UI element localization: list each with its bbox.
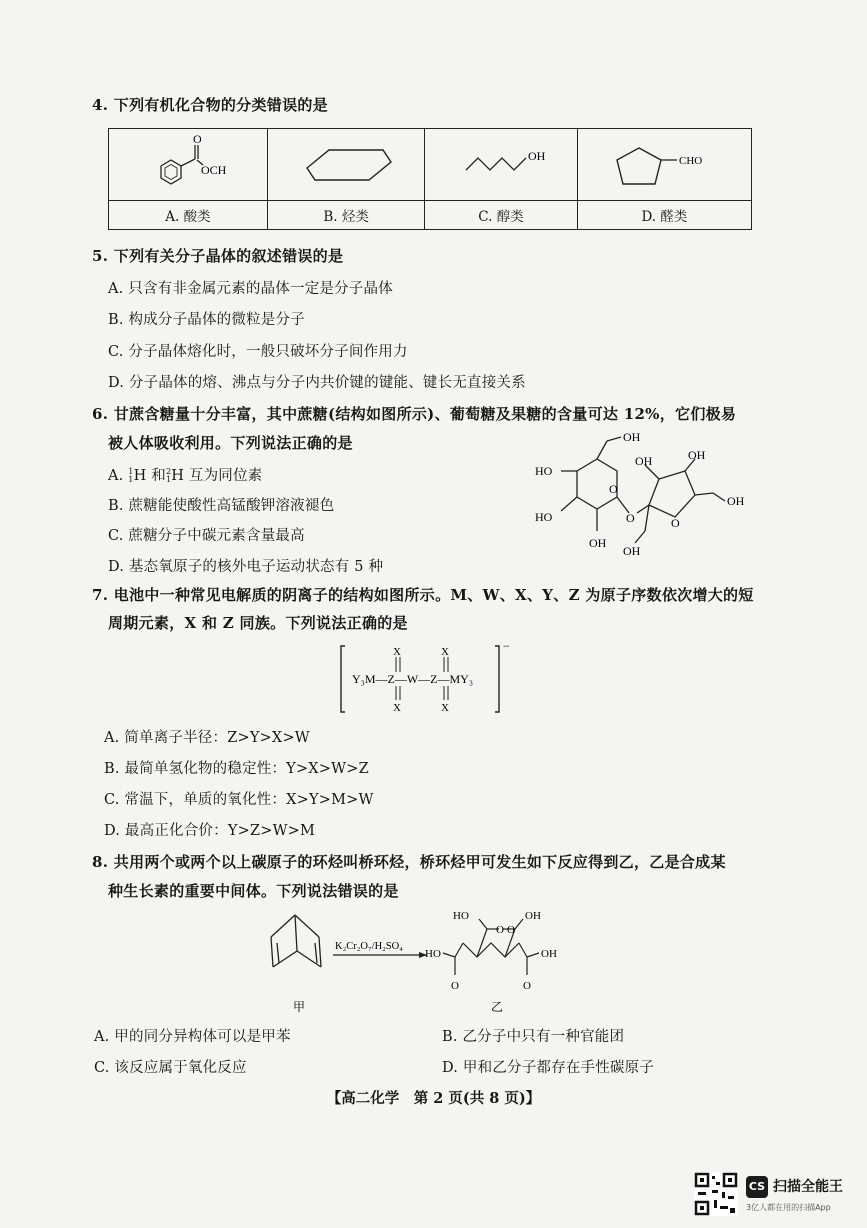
butanol-structure	[426, 130, 576, 196]
isotope-2-marker: 2 1	[165, 467, 172, 484]
struct-d-cell	[577, 129, 751, 201]
option-8c[interactable]: C. 该反应属于氧化反应	[94, 1060, 247, 1076]
struct-a-cell	[109, 129, 268, 201]
anion-x-top-1: X	[393, 646, 401, 658]
question-5-stem: 5. 下列有关分子晶体的叙述错误的是	[92, 247, 344, 265]
sucrose-label-8: OH	[623, 544, 641, 558]
scanner-watermark	[694, 1172, 866, 1228]
product-group-6: O	[507, 924, 515, 936]
cyclopentane-carbaldehyde-structure	[579, 130, 749, 196]
question-4-table	[108, 128, 752, 230]
option-8b[interactable]: B. 乙分子中只有一种官能团	[442, 1029, 625, 1045]
option-4c[interactable]: C. 醇类	[425, 201, 578, 230]
reaction-scheme	[255, 903, 585, 1023]
option-4a[interactable]: A. 酸类	[109, 201, 268, 230]
option-7c[interactable]: C. 常温下，单质的氧化性：X>Y>M>W	[104, 792, 374, 808]
anion-x-top-2: X	[441, 646, 449, 658]
option-8d[interactable]: D. 甲和乙分子都存在手性碳原子	[442, 1060, 655, 1076]
option-6a-prefix: A.	[108, 468, 129, 484]
question-4-stem: 4. 下列有机化合物的分类错误的是	[92, 96, 328, 114]
question-7-stem-line1: 7. 电池中一种常见电解质的阴离子的结构如图所示。M、W、X、Y、Z 为原子序数依次增大的短	[92, 586, 754, 604]
product-group-5: O	[496, 924, 504, 936]
anion-x-bottom-2: X	[441, 702, 449, 714]
option-4b[interactable]: B. 烃类	[267, 201, 424, 230]
question-8-stem-line1: 8. 共用两个或两个以上碳原子的环烃叫桥环烃，桥环烃甲可发生如下反应得到乙，乙是合成某	[92, 853, 726, 871]
option-7d[interactable]: D. 最高正化合价：Y>Z>W>M	[104, 823, 316, 839]
option-4d[interactable]: D. 醛类	[577, 201, 751, 230]
option-5c[interactable]: C. 分子晶体熔化时，一般只破坏分子间作用力	[108, 344, 408, 360]
sucrose-ring-o-1: O	[609, 482, 618, 496]
question-8-stem-line2: 种生长素的重要中间体。下列说法错误的是	[108, 882, 399, 900]
product-group-3: HO	[425, 948, 441, 960]
sucrose-label-4: OH	[589, 536, 607, 550]
cyclohexane-structure	[271, 130, 421, 196]
product-group-4: OH	[541, 948, 557, 960]
struct-a-och-label: OCH	[200, 162, 227, 177]
option-6a-mid: H 和	[133, 468, 166, 484]
qr-code-icon[interactable]	[694, 1172, 738, 1216]
sucrose-label-3: HO	[535, 510, 553, 524]
product-group-8: O	[523, 980, 531, 992]
reactant-label: 甲	[293, 1000, 306, 1014]
sucrose-label-5: OH	[635, 454, 653, 468]
option-6d[interactable]: D. 基态氧原子的核外电子运动状态有 5 种	[108, 559, 384, 575]
sucrose-label-1: OH	[623, 430, 641, 444]
option-7b[interactable]: B. 最简单氢化物的稳定性：Y>X>W>Z	[104, 761, 369, 777]
scanner-slogan: 3亿人都在用的扫描App	[746, 1203, 831, 1212]
isotope-1-marker: 1 1	[128, 467, 134, 484]
option-5a[interactable]: A. 只含有非金属元素的晶体一定是分子晶体	[108, 281, 393, 297]
struct-b-cell	[267, 129, 424, 201]
struct-c-oh-label: OH	[528, 148, 546, 163]
anion-chain-label: Y₃M—Z—W—Z—MY₃	[352, 672, 474, 686]
struct-c-cell	[425, 129, 578, 201]
anion-structure	[335, 640, 525, 716]
question-7-stem-line2: 周期元素，X 和 Z 同族。下列说法正确的是	[108, 614, 408, 632]
sucrose-label-2: HO	[535, 464, 553, 478]
benzoate-ester-structure	[113, 130, 263, 196]
option-5d[interactable]: D. 分子晶体的熔、沸点与分子内共价键的键能、键长无直接关系	[108, 375, 526, 391]
sucrose-ring-o-2: O	[671, 516, 680, 530]
option-6c[interactable]: C. 蔗糖分子中碳元素含量最高	[108, 528, 305, 544]
sucrose-bridge-o: O	[626, 511, 635, 525]
struct-a-o-label: O	[192, 131, 202, 146]
option-8a[interactable]: A. 甲的同分异构体可以是甲苯	[94, 1029, 291, 1045]
product-label: 乙	[491, 1000, 504, 1014]
question-6-stem-line2: 被人体吸收利用。下列说法正确的是	[108, 434, 353, 452]
sucrose-label-7: OH	[727, 494, 745, 508]
camscanner-logo: CS	[746, 1176, 768, 1198]
anion-x-bottom-1: X	[393, 702, 401, 714]
option-6a-suffix: H 互为同位素	[171, 468, 263, 484]
option-5b[interactable]: B. 构成分子晶体的微粒是分子	[108, 312, 305, 328]
sucrose-structure	[525, 425, 760, 560]
question-6-stem-line1: 6. 甘蔗含糖量十分丰富，其中蔗糖(结构如图所示)、葡萄糖及果糖的含量可达 12%，它们极易	[92, 405, 737, 423]
product-group-2: OH	[525, 910, 541, 922]
product-group-1: HO	[453, 910, 469, 922]
option-6a[interactable]	[108, 464, 262, 485]
reagent-label: K₂Cr₂O₇/H₂SO₄	[335, 941, 403, 952]
product-group-7: O	[451, 980, 459, 992]
page-footer: 【高二化学 第 2 页(共 8 页)】	[326, 1090, 541, 1107]
option-7a[interactable]: A. 简单离子半径：Z>Y>X>W	[104, 730, 310, 746]
struct-d-cho-label: CHO	[679, 154, 703, 167]
scanner-brand: 扫描全能王	[773, 1179, 843, 1195]
sucrose-label-6: OH	[688, 448, 706, 462]
option-6b[interactable]: B. 蔗糖能使酸性高锰酸钾溶液褪色	[108, 498, 335, 514]
anion-charge: −	[503, 640, 510, 653]
